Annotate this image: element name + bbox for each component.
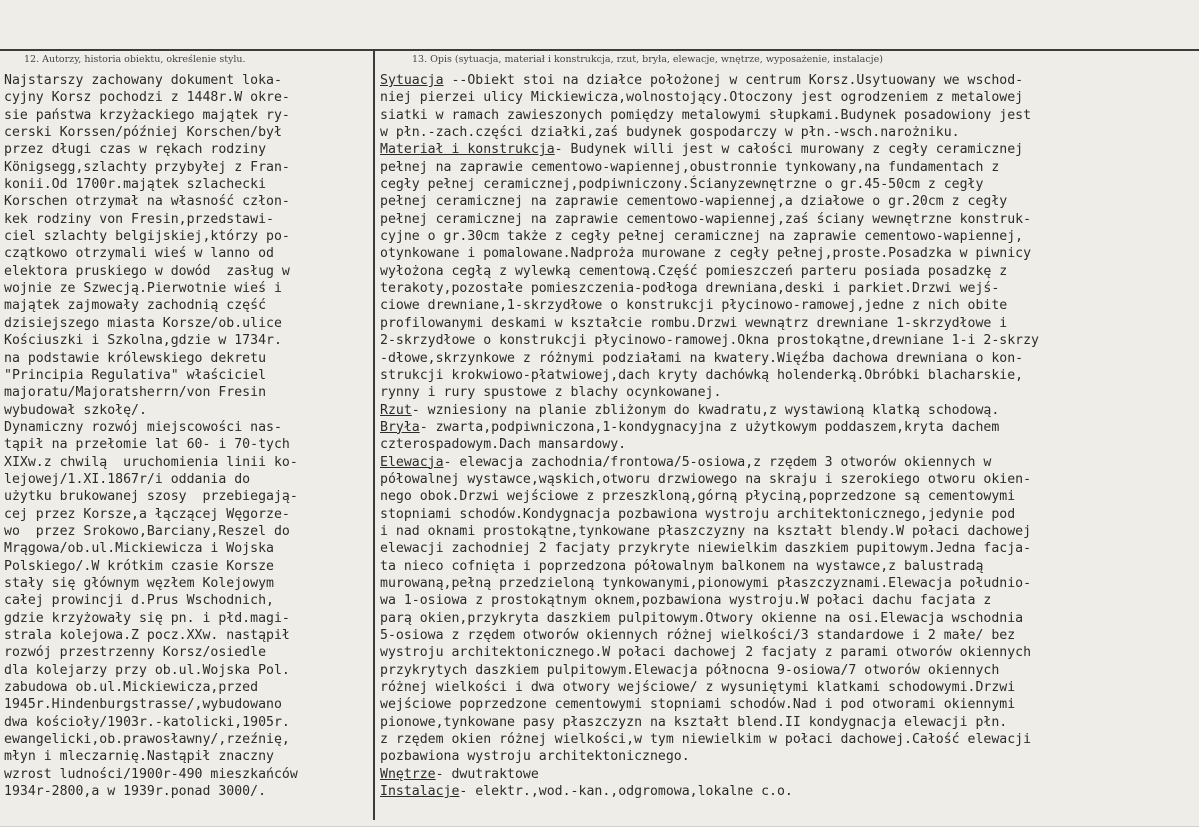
header-rule (0, 49, 1199, 51)
history-column (4, 72, 370, 800)
description-text: wa 1-osiowa z prostokątnym oknem,pozbawiona wystroju.W połaci dachu facjata z (380, 593, 992, 609)
column-divider (373, 50, 375, 820)
history-text-line: strala kolejowa.Z pocz.XXw. nastąpił (4, 628, 290, 643)
description-text-line (380, 592, 1198, 609)
description-text: - elektr.,wod.-kan.,odgromowa,lokalne c.o. (459, 784, 793, 800)
description-text: wystroju architektonicznego.W połaci dachowej 2 facjaty z parami otworów okiennych (380, 645, 1032, 661)
description-text: pionowe,tynkowane pasy płaszczyzn na kształt blend.II kondygnacja elewacji płn. (380, 714, 1008, 730)
history-text-line: przez długi czas w rękach rodziny (4, 142, 267, 158)
description-text-line (380, 748, 1198, 765)
description-text-line (380, 714, 1198, 731)
section-heading: Instalacje (380, 784, 460, 800)
description-text-line (380, 263, 1198, 280)
history-text-line: użytku brukowanej szosy przebiegają- (4, 489, 298, 505)
description-text: pełnej ceramicznej na zaprawie cementowo-wapiennej,a działowe o gr.20cm z cegły (380, 194, 1008, 210)
description-text: siatki w ramach zawieszonych pomiędzy metalowymi słupkami.Budynek posadowiony jest (380, 107, 1032, 123)
description-text: - elewacja zachodnia/frontowa/5-osiowa,z rzędem 3 otworów okiennych w (443, 454, 992, 470)
description-text: nego obok.Drzwi wejściowe z przeszkloną,górną płyciną,poprzedzone są cementowymi (380, 489, 1016, 505)
description-text: murowaną,pełną przedzieloną tynkowanymi,pionowymi płaszczyznami.Elewacja południo- (380, 575, 1032, 591)
history-text-line: wojnie ze Szwecją.Pierwotnie wieś i (4, 281, 282, 297)
description-text-line (380, 315, 1198, 332)
description-text-line (380, 454, 1198, 471)
description-text: parą okien,przykryta daszkiem pulpitowym.Otwory okienne na osi.Elewacja wschodnia (380, 610, 1024, 626)
history-text-line: zabudowa ob.ul.Mickiewicza,przed (4, 680, 259, 696)
description-text-line (380, 610, 1198, 627)
section-heading: Bryła (380, 419, 420, 435)
description-text: 5-osiowa z rzędem otworów okiennych różnej wielkości/3 standardowe i 2 małe/ bez (380, 628, 1016, 643)
description-text-line (380, 245, 1198, 262)
history-text-line: dzisiejszego miasta Korsze/ob.ulice (4, 315, 282, 331)
description-text: pełnej na zaprawie cementowo-wapiennej,obustronnie tynkowany,na fundamentach z (380, 159, 1000, 175)
description-text: -dłowe,skrzynkowe z różnymi podziałami na kwatery.Więźba dachowa drewniana o kon- (380, 350, 1024, 366)
description-text: wejściowe poprzedzone cementowymi stopniami schodów.Nad i pod otworami okiennymi (380, 697, 1016, 713)
description-text: terakoty,pozostałe pomieszczenia-podłoga drewniana,deski i parkiet.Drzwi wejś- (380, 281, 1000, 297)
section-heading: Rzut (380, 402, 412, 418)
description-text: strukcji krokwiowo-płatwiowej,dach kryty dachówką holenderką.Obróbki blacharskie, (380, 367, 1024, 383)
description-text-line (380, 436, 1198, 453)
description-text-line (380, 783, 1198, 800)
section-13-header: 13. Opis (sytuacja, materiał i konstrukcja, rzut, bryła, elewacje, wnętrze, wyposażenie, instalacje) (412, 54, 883, 65)
description-text-line (380, 176, 1198, 193)
history-text-line: majoratu/Majoratsherrn/von Fresin (4, 385, 267, 401)
description-text: - zwarta,podpiwniczona,1-kondygnacyjna z użytkowym poddaszem,kryta dachem (419, 419, 1000, 435)
history-text-line: Polskiego/.W krótkim czasie Korsze (4, 558, 274, 574)
history-text-line: XIXw.z chwilą uruchomienia linii ko- (4, 454, 298, 470)
description-text: pozbawiona wystroju architektonicznego. (380, 749, 690, 765)
description-text: - dwutraktowe (435, 766, 539, 782)
description-text: różnej wielkości i dwa otwory wejściowe/ z wysuniętymi klatkami schodowymi.Drzwi (380, 680, 1016, 696)
description-text: otynkowane i pomalowane.Nadproża murowane z cegły pełnej,proste.Posadzka w piwnicy (380, 246, 1032, 262)
description-text: cegły pełnej ceramicznej,podpiwniczony.Ścianyzewnętrzne o gr.45-50cm z cegły (380, 177, 984, 193)
description-text-line (380, 488, 1198, 505)
section-heading: Elewacja (380, 454, 444, 470)
history-text-line: wo przez Srokowo,Barciany,Reszel do (4, 523, 290, 539)
description-text-line (380, 731, 1198, 748)
description-text-line (380, 159, 1198, 176)
history-text-line: Königsegg,szlachty przybyłej z Fran- (4, 159, 290, 175)
description-text: stopniami schodów.Kondygnacja pozbawiona wystroju architektonicznego,jedynie pod (380, 506, 1016, 522)
description-text-line (380, 72, 1198, 89)
description-text-line (380, 124, 1198, 141)
description-text: przykrytych daszkiem pulpitowym.Elewacja północna 9-osiowa/7 otworów okiennych (380, 662, 1000, 678)
history-text-line: konii.Od 1700r.majątek szlachecki (4, 177, 267, 193)
history-text-line: Mrągowa/ob.ul.Mickiewicza i Wojska (4, 541, 274, 557)
description-text-line (380, 523, 1198, 540)
history-text-line: młyn i mleczarnię.Nastąpił znaczny (4, 749, 274, 765)
description-text: rynny i rury spustowe z blachy ocynkowanej. (380, 385, 722, 401)
description-text: profilowanymi deskami w kształcie rombu.Drzwi wewnątrz drewniane 1-skrzydłowe i (380, 315, 1008, 331)
history-text-line: ciel szlachty belgijskiej,którzy po- (4, 229, 290, 245)
history-text-line: sie państwa krzyżackiego majątek ry- (4, 107, 290, 123)
description-column (380, 72, 1198, 800)
description-text-line (380, 332, 1198, 349)
description-text-line (380, 89, 1198, 106)
history-text-line: Dynamiczny rozwój miejscowości nas- (4, 419, 282, 435)
description-text-line (380, 627, 1198, 644)
history-text-line: ewangelicki,ob.prawosławny/,rzeźnię, (4, 732, 290, 748)
description-text-line (380, 575, 1198, 592)
history-text-line: majątek zajmowały zachodnią część (4, 298, 267, 314)
section-heading: Sytuacja (380, 73, 444, 88)
history-text-line: całej prowincji d.Prus Wschodnich, (4, 593, 274, 609)
history-text-line: 1945r.Hindenburgstrasse/,wybudowano (4, 697, 282, 713)
description-text: półowalnej wystawce,wąskich,otworu drzwiowego na skraju i szerokiego otworu okien- (380, 471, 1032, 487)
history-text-line: na podstawie królewskiego dekretu (4, 350, 267, 366)
description-text: z rzędem okien różnej wielkości,w tym niewielkim w połaci dachowej.Całość elewacji (380, 732, 1032, 748)
history-text-line: cerski Korssen/później Korschen/był (4, 125, 282, 141)
history-text-line: lejowej/1.XI.1867r/i oddania do (4, 471, 251, 487)
description-text-line (380, 384, 1198, 401)
description-text-line (380, 350, 1198, 367)
description-text: czterospadowym.Dach mansardowy. (380, 437, 627, 453)
history-text-line: wzrost ludności/1900r-490 mieszkańców (4, 766, 298, 782)
description-text-line (380, 419, 1198, 436)
section-heading: Materiał i konstrukcja (380, 142, 555, 158)
description-text-line (380, 471, 1198, 488)
description-text-line (380, 141, 1198, 158)
history-text-line: stały się głównym węzłem Kolejowym (4, 575, 274, 591)
history-text-line: 1934r-2800,a w 1939r.ponad 3000/. (4, 784, 267, 800)
description-text-line (380, 540, 1198, 557)
description-text-line (380, 679, 1198, 696)
description-text: 2-skrzydłowe o konstrukcji płycinowo-ramowej.Okna prostokątne,drewniane 1-i 2-skrzy (380, 333, 1039, 349)
description-text-line (380, 297, 1198, 314)
history-text-line: elektora pruskiego w dowód zasług w (4, 263, 290, 279)
description-text-line (380, 558, 1198, 575)
description-text-line (380, 280, 1198, 297)
description-text-line (380, 193, 1198, 210)
description-text-line (380, 228, 1198, 245)
description-text-line (380, 402, 1198, 419)
description-text-line (380, 696, 1198, 713)
description-text: - wzniesiony na planie zbliżonym do kwadratu,z wystawioną klatką schodową. (411, 402, 1000, 418)
history-text-line: dla kolejarzy przy ob.ul.Wojska Pol. (4, 662, 290, 678)
description-text: elewacji zachodniej 2 facjaty przykryte niewielkim daszkiem pupitowym.Jedna facja- (380, 541, 1032, 557)
history-text-line: kek rodziny von Fresin,przedstawi- (4, 211, 274, 227)
history-text-line: tąpił na przełomie lat 60- i 70-tych (4, 437, 290, 453)
description-text: ta nieco cofnięta i poprzedzona półowalnym balkonem na wystawce,z balustradą (380, 558, 984, 574)
description-text: cyjne o gr.30cm także z cegły pełnej ceramicznej na zaprawie cementowo-wapiennej, (380, 229, 1024, 245)
description-text-line (380, 367, 1198, 384)
history-text-line: dwa kościoły/1903r.-katolicki,1905r. (4, 714, 290, 730)
history-text-line: cyjny Korsz pochodzi z 1448r.W okre- (4, 90, 290, 106)
description-text-line (380, 506, 1198, 523)
description-text: - Budynek willi jest w całości murowany z cegły ceramicznej (554, 142, 1024, 158)
description-text: --Obiekt stoi na działce położonej w centrum Korsz.Usytuowany we wschod- (443, 73, 1024, 88)
description-text: i nad oknami prostokątne,tynkowane płaszczyzny na kształt blendy.W połaci dachowej (380, 523, 1032, 539)
description-text-line (380, 662, 1198, 679)
history-text-line: Najstarszy zachowany dokument loka- (4, 73, 282, 88)
history-text-line: czątkowo otrzymali wieś w lanno od (4, 246, 274, 262)
description-text-line (380, 107, 1198, 124)
description-text: pełnej ceramicznej na zaprawie cementowo-wapiennej,zaś ściany wewnętrzne konstruk- (380, 211, 1032, 227)
description-text: w płn.-zach.części działki,zaś budynek gospodarczy w płn.-wsch.narożniku. (380, 125, 960, 141)
description-text: wyłożona cegłą z wylewką cementową.Część pomieszczeń parteru posiada posadzkę z (380, 263, 1008, 279)
history-text-line: rozwój przestrzenny Korsz/osiedle (4, 645, 267, 661)
history-text-line: cej przez Korsze,a łączącej Węgorze- (4, 506, 290, 522)
history-text-line: Korschen otrzymał na własność człon- (4, 194, 290, 210)
description-text-line (380, 211, 1198, 228)
history-text-line: "Principia Regulativa" właściciel (4, 367, 267, 383)
section-12-header: 12. Autorzy, historia obiektu, określenie stylu. (24, 54, 246, 65)
history-text-line: gdzie krzyżowały się pn. i płd.magi- (4, 610, 290, 626)
history-text-line: wybudował szkołę/. (4, 402, 147, 418)
description-text-line (380, 766, 1198, 783)
history-text-line: Kościuszki i Szkolna,gdzie w 1734r. (4, 333, 282, 349)
description-text: ciowe drewniane,1-skrzydłowe o konstrukcji płycinowo-ramowej,jedne z nich obite (380, 298, 1008, 314)
description-text: niej pierzei ulicy Mickiewicza,wolnostojący.Otoczony jest ogrodzeniem z metalowej (380, 90, 1024, 106)
description-text-line (380, 644, 1198, 661)
section-heading: Wnętrze (380, 766, 436, 782)
